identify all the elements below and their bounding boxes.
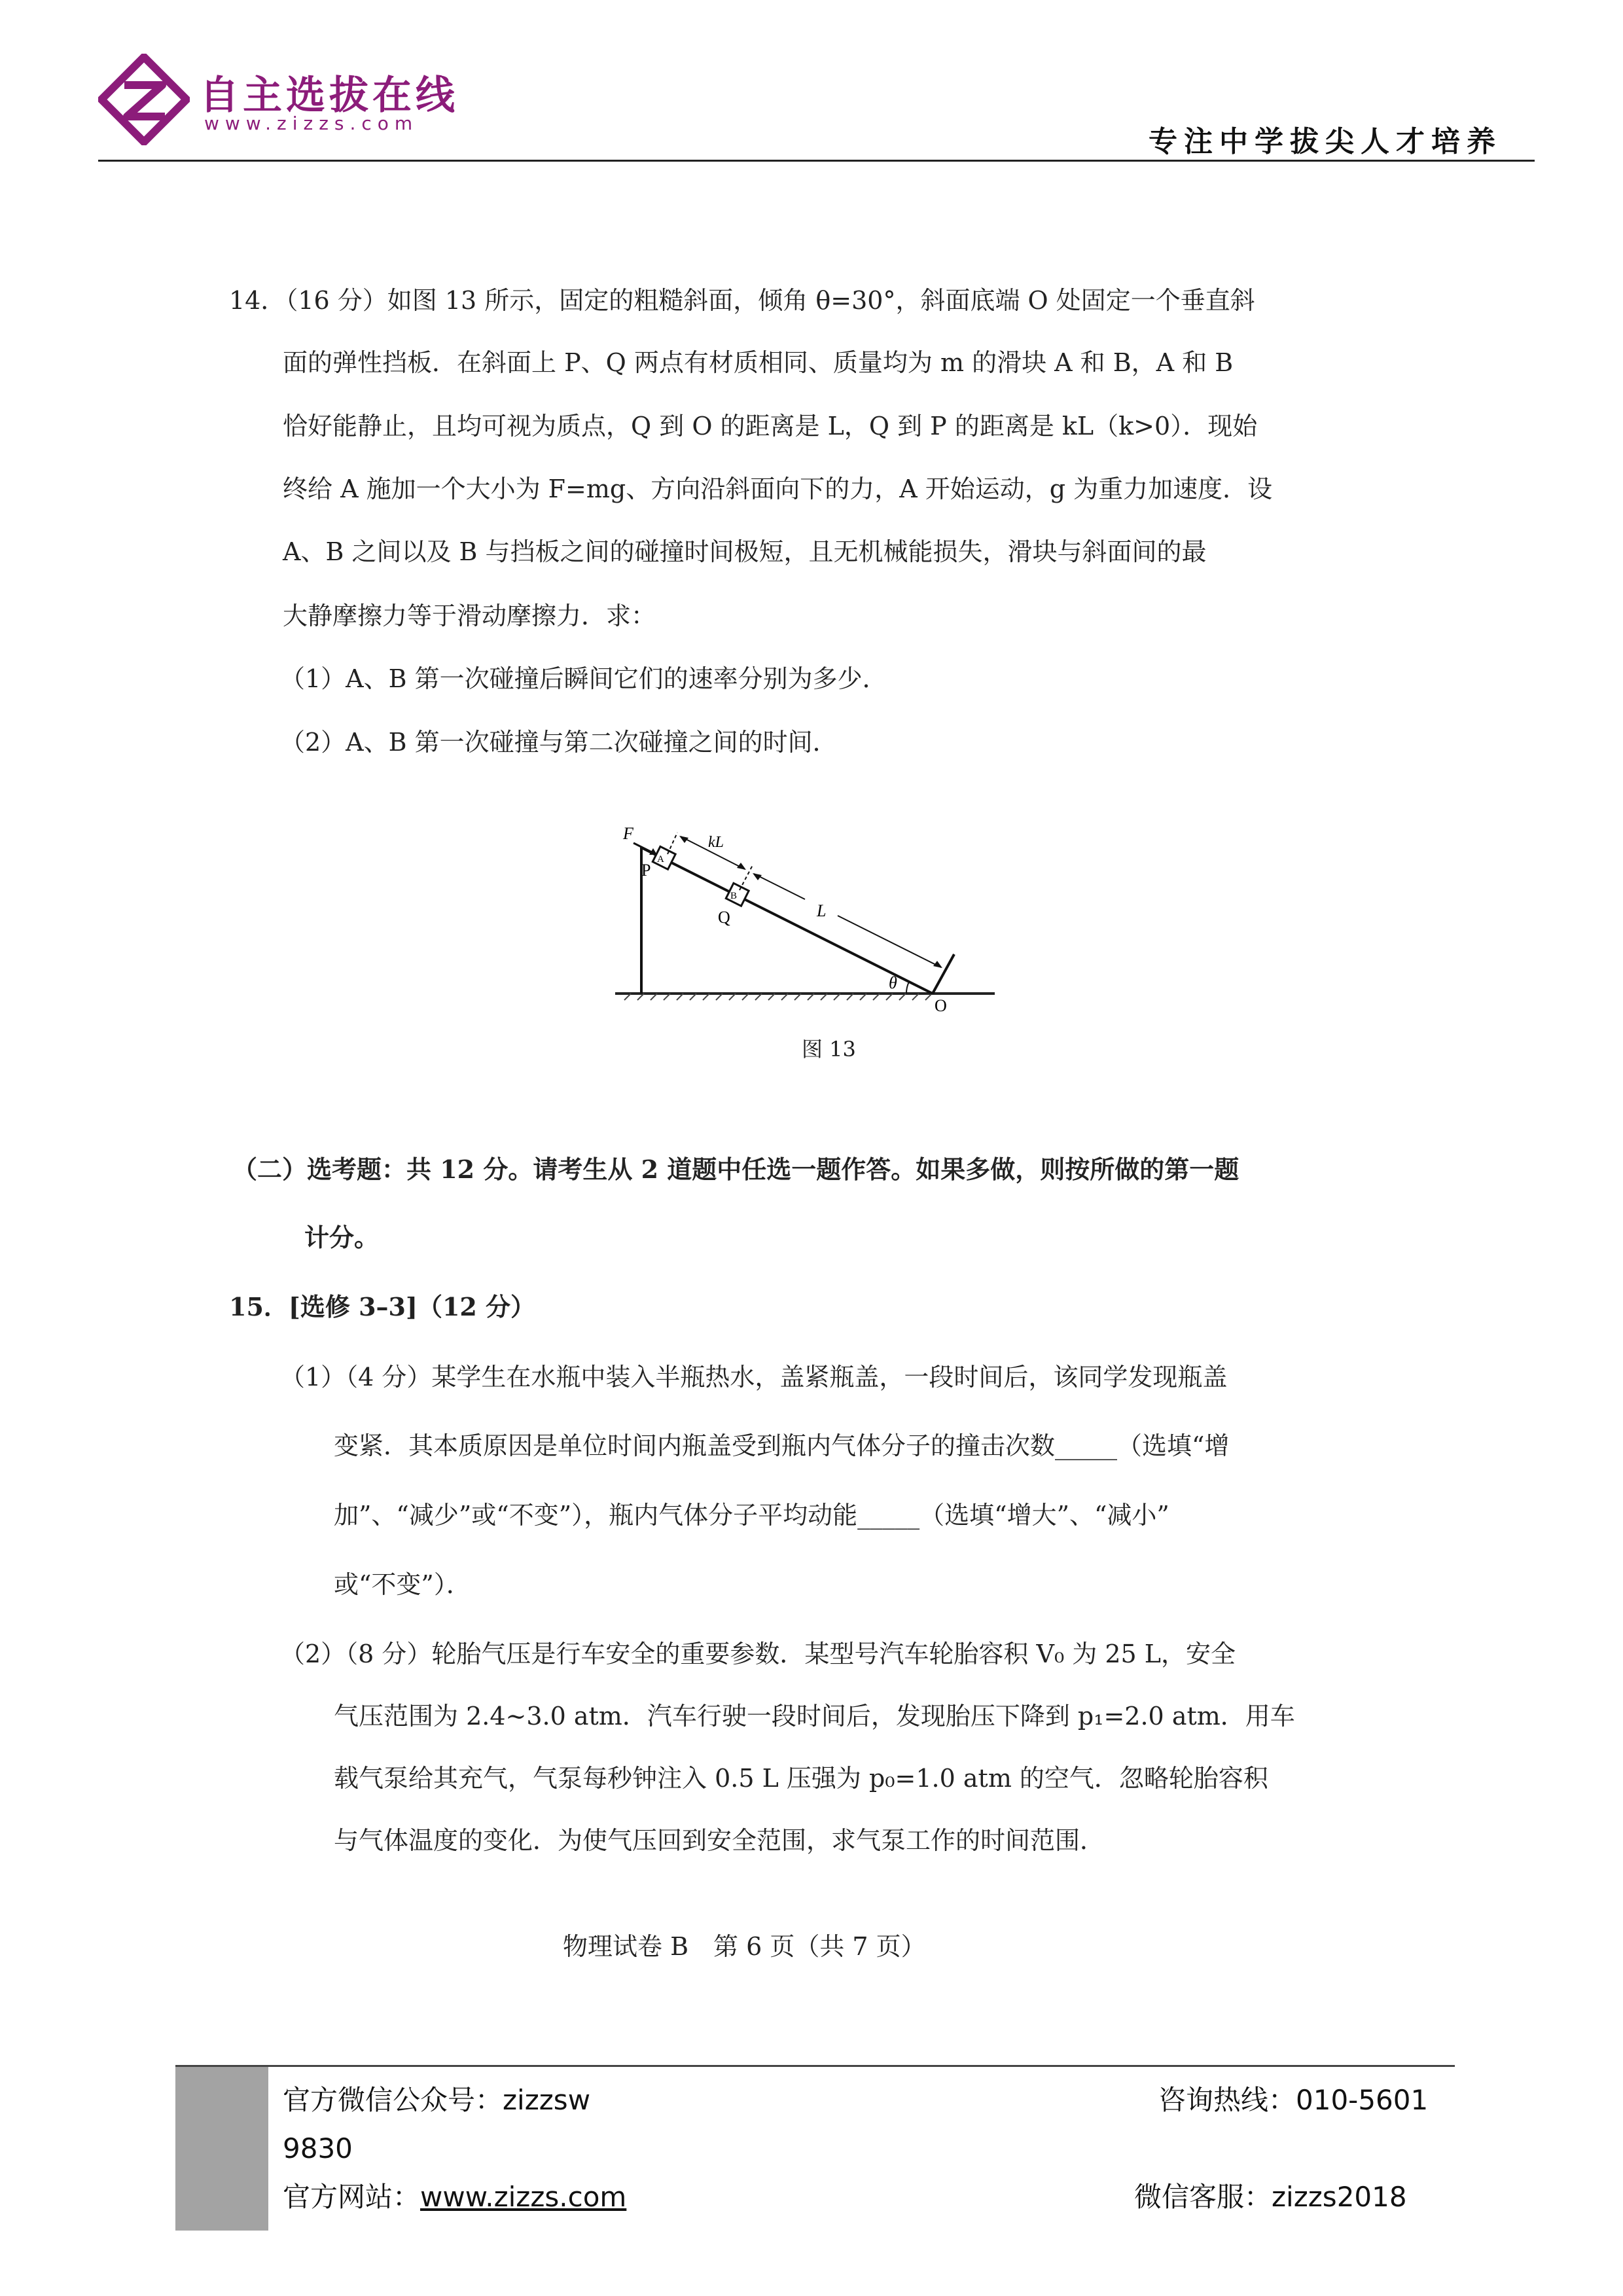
l-arrow-lower [838,916,941,967]
q15-part1-line: 或“不变”）． [334,1570,471,1599]
q14-line: 终给 A 施加一个大小为 F=mg、方向沿斜面向下的力，A 开始运动，g 为重力加速度．设 [283,475,1273,503]
incline-surface [641,848,933,994]
theta-label: θ [889,973,897,992]
q15-part2-line: （2）（8 分）轮胎气压是行车安全的重要参数．某型号汽车轮胎容积 V₀ 为 25 L，安全 [280,1640,1236,1668]
page-number: 物理试卷 B 第 6 页（共 7 页） [563,1932,926,1961]
footer-hotline-cont: 9830 [283,2132,353,2164]
point-o-label: O [935,996,947,1015]
footer-hotline: 咨询热线：010-5601 [1158,2084,1429,2116]
q14-line: 14．（16 分）如图 13 所示，固定的粗糙斜面，倾角 θ=30°，斜面底端 O 处固定一个垂直斜 [229,286,1255,315]
incline-figure [615,792,1008,1034]
brand-url: www.zizzs.com [204,113,419,134]
q15-part1-line: 加”、“减少”或“不变”），瓶内气体分子平均动能_____（选填“增大”、“减小” [334,1501,1169,1530]
q14-line: 恰好能静止，且均可视为质点，Q 到 O 的距离是 L，Q 到 P 的距离是 kL（k>0）．现始 [283,412,1258,440]
section2-heading: （二）选考题：共 12 分。请考生从 2 道题中任选一题作答。如果多做，则按所做的第一题 [232,1155,1240,1184]
footer-website-link[interactable]: www.zizzs.com [420,2181,627,2213]
q15-part1-line: 变紧．其本质原因是单位时间内瓶盖受到瓶内气体分子的撞击次数_____（选填“增 [334,1431,1230,1460]
q15-part2-line: 与气体温度的变化．为使气压回到安全范围，求气泵工作的时间范围． [334,1826,1105,1855]
logo-icon [98,54,190,145]
footer-divider [175,2065,1455,2067]
header-divider [98,160,1535,162]
theta-arc [906,982,909,994]
section2-heading-cont: 计分。 [304,1223,380,1252]
kl-label: kL [708,834,724,851]
q14-line: 大静摩擦力等于滑动摩擦力．求： [283,601,656,630]
q14-line: 面的弹性挡板．在斜面上 P、Q 两点有材质相同、质量均为 m 的滑块 A 和 B，A 和 B [283,348,1234,377]
barrier [933,954,954,994]
l-arrow-upper [754,874,805,899]
q15-part1-line: （1）（4 分）某学生在水瓶中装入半瓶热水，盖紧瓶盖，一段时间后，该同学发现瓶盖 [280,1363,1228,1391]
footer-wechat-service: 微信客服：zizzs2018 [1134,2181,1407,2213]
footer-gray-block [175,2067,268,2231]
brand-name: 自主选拔在线 [200,73,459,118]
q14-line: A、B 之间以及 B 与挡板之间的碰撞时间极短，且无机械能损失，滑块与斜面间的最 [283,537,1207,566]
force-label: F [623,824,633,843]
footer-website-label: 官方网站： [283,2181,421,2213]
slogan: 专注中学拔尖人才培养 [1149,125,1502,158]
q15-title: 15．[选修 3–3]（12 分） [229,1292,536,1321]
point-p-label: P [641,861,651,880]
block-b-label: B [730,891,738,901]
l-label: L [817,901,827,920]
q15-part2-line: 载气泵给其充气，气泵每秒钟注入 0.5 L 压强为 p₀=1.0 atm 的空气．忽略轮胎容积 [334,1764,1268,1793]
footer-website [283,2183,626,2211]
point-q-label: Q [718,908,730,927]
q14-subquestion: （1）A、B 第一次碰撞后瞬间它们的速率分别为多少． [280,664,887,693]
figure-caption: 图 13 [802,1037,856,1062]
q15-part2-line: 气压范围为 2.4~3.0 atm．汽车行驶一段时间后，发现胎压下降到 p₁=2.0 atm．用车 [334,1702,1295,1731]
footer-wechat-account: 官方微信公众号：zizzsw [283,2084,591,2116]
block-a-label: A [657,854,664,865]
q14-subquestion: （2）A、B 第一次碰撞与第二次碰撞之间的时间． [280,728,838,757]
block-b [726,883,749,906]
